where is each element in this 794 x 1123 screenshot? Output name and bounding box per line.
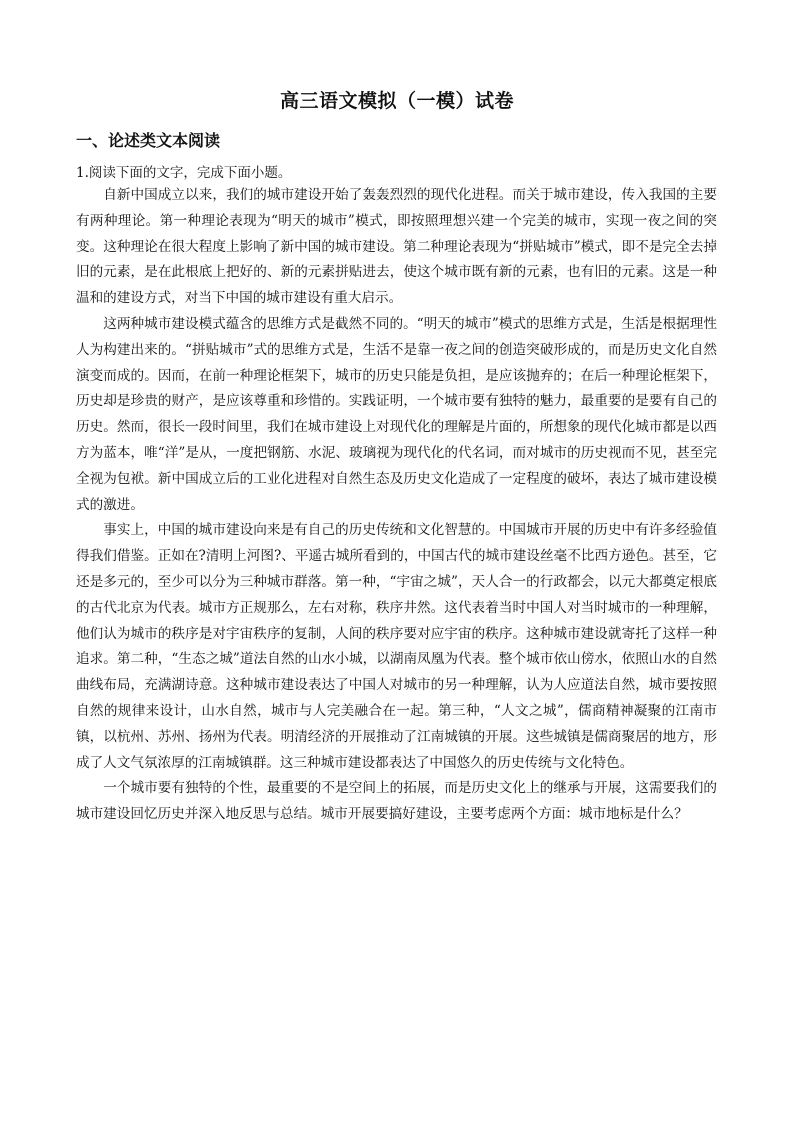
document-title: 高三语文模拟（一模）试卷 xyxy=(279,90,514,112)
passage-paragraph-4: 一个城市要有独特的个性，最重要的不是空间上的拓展，而是历史文化上的继承与开展，这需要我们的城市建设回忆历史并深入地反思与总结。城市开展要搞好建设，主要考虑两个方面：城市地标是什么？ xyxy=(76,780,717,823)
passage-paragraph-2: 这两种城市建设模式蕴含的思维方式是截然不同的。“明天的城市”模式的思维方式是，生活是根据理性人为构建出来的。“拼贴城市”式的思维方式是，生活不是靠一夜之间的创造突破形成的，而是历史文化自然演变而成的。因而，在前一种理论框架下，城市的历史只能是负担，是应该抛弃的；在后一种理论框架下，历史却是珍贵的财产，是应该尊重和珍惜的。实践证明，一个城市要有独特的魅力，最重要的是要有自己的历史。然而，很长一段时间里，我们在城市建设上对现代化的理解是片面的，所想象的现代化城市都是以西方为蓝本，唯“洋”是从，一度把钢筋、水泥、玻璃视为现代化的代名词，而对城市的历史视而不见，甚至完全视为包袱。新中国成立后的工业化进程对自然生态及历史文化造成了一定程度的破坏，表达了城市建设模式的激进。 xyxy=(76,315,717,513)
reading-passage xyxy=(76,183,717,828)
passage-paragraph-3: 事实上，中国的城市建设向来是有自己的历史传统和文化智慧的。中国城市开展的历史中有许多经验值得我们借鉴。正如在?清明上河图?、平遥古城所看到的，中国古代的城市建设丝毫不比西方逊色。甚至，它还是多元的，至少可以分为三种城市群落。第一种，“宇宙之城”，天人合一的行政都会，以元大都奠定根底的古代北京为代表。城市方正规那么，左右对称，秩序井然。这代表着当时中国人对当时城市的一种理解，他们认为城市的秩序是对宇宙秩序的复制，人间的秩序要对应宇宙的秩序。这种城市建设就寄托了这样一种追求。第二种，“生态之城”道法自然的山水小城，以湖南凤凰为代表。整个城市依山傍水，依照山水的自然曲线布局，充满湖诗意。这种城市建设表达了中国人对城市的另一种理解，认为人应道法自然，城市要按照自然的规律来设计，山水自然，城市与人完美融合在一起。第三种，“人文之城”，儒商精神凝聚的江南市镇，以杭州、苏州、扬州为代表。明清经济的开展推动了江南城镇的开展。这些城镇是儒商聚居的地方，形成了人文气氛浓厚的江南城镇群。这三种城市建设都表达了中国悠久的历史传统与文化特色。 xyxy=(76,522,717,771)
section-heading: 一、论述类文本阅读 xyxy=(76,131,221,150)
question-prompt: 1.阅读下面的文字，完成下面小题。 xyxy=(76,165,292,181)
passage-paragraph-1: 自新中国成立以来，我们的城市建设开始了轰轰烈烈的现代化进程。而关于城市建设，传入我国的主要有两种理论。第一种理论表现为“明天的城市”模式，即按照理想兴建一个完美的城市，实现一夜之间的突变。这种理论在很大程度上影响了新中国的城市建设。第二种理论表现为“拼贴城市”模式，即不是完全去掉旧的元素，是在此根底上把好的、新的元素拼贴进去，使这个城市既有新的元素，也有旧的元素。这是一种温和的建设方式，对当下中国的城市建设有重大启示。 xyxy=(76,187,717,307)
